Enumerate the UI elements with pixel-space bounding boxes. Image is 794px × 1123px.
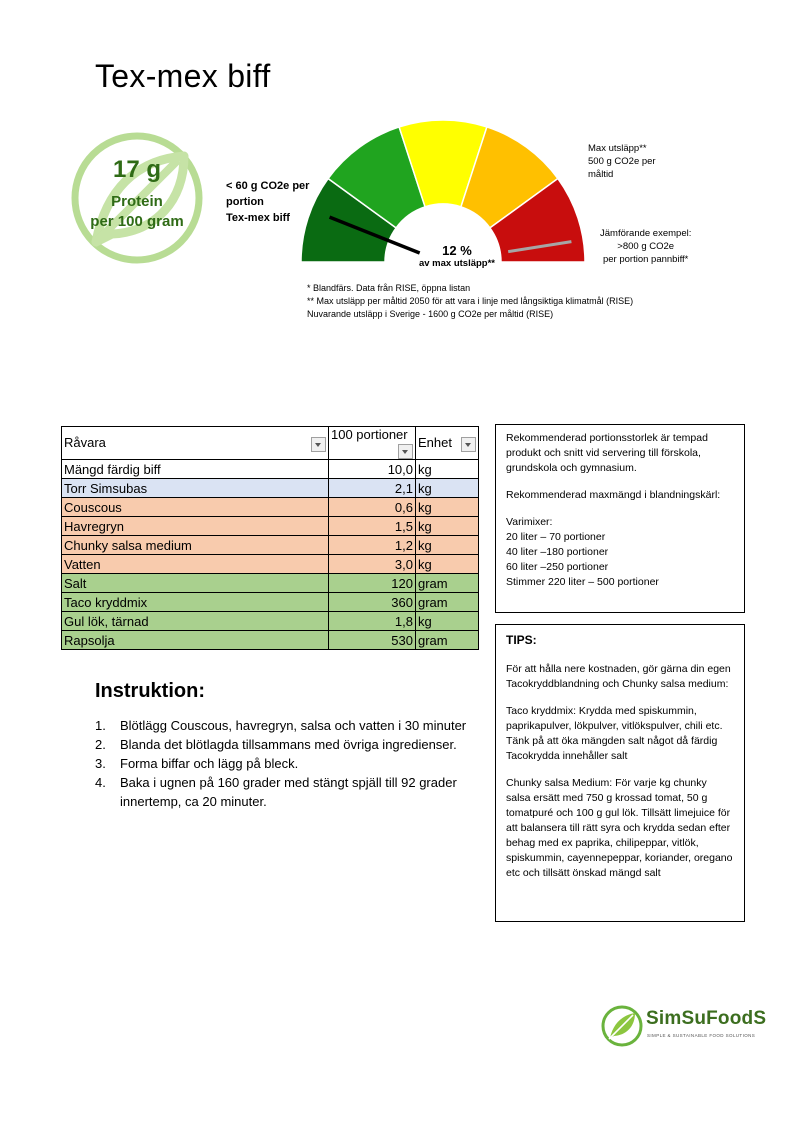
list-item: 1. Blötlägg Couscous, havregryn, salsa och vatten i 30 minuter <box>95 718 467 733</box>
filter-dropdown-icon[interactable] <box>311 437 326 452</box>
instructions-heading: Instruktion: <box>95 680 205 702</box>
ingredient-name: Gul lök, tärnad <box>62 612 329 631</box>
gauge-example-label: Jämförande exempel: >800 g CO2e per portion pannbiff* <box>600 228 692 265</box>
header-ingredient[interactable]: Råvara <box>62 427 329 460</box>
table-row <box>62 574 479 593</box>
gauge-max-label: Max utsläpp** 500 g CO2e per måltid <box>588 143 656 180</box>
gauge-left-label: < 60 g CO2e per portion Tex-mex biff <box>226 180 310 224</box>
list-item: 4. Baka i ugnen på 160 grader med stängt spjäll till 92 grader innertemp, ca 20 minuter. <box>95 775 457 809</box>
table-row <box>62 612 479 631</box>
protein-label: Protein per 100 gram <box>90 193 184 230</box>
ingredient-unit: kg <box>416 536 479 555</box>
footnotes: * Blandfärs. Data från RISE, öppna listan ** Max utsläpp per måltid 2050 för att vara i linje med långsiktiga klimatmål (RISE) Nuvarande utsläpp i Sverige - 1600 g CO2e per måltid (RISE) <box>307 283 634 319</box>
ingredients-table <box>61 426 479 650</box>
table-row <box>62 555 479 574</box>
gauge-percent-value: 12 % <box>442 243 472 258</box>
table-row <box>62 593 479 612</box>
list-item: 2. Blanda det blötlagda tillsammans med övriga ingredienser. <box>95 737 457 752</box>
ingredient-unit: kg <box>416 612 479 631</box>
gauge-percent <box>415 243 499 269</box>
ingredient-unit: kg <box>416 498 479 517</box>
header-unit[interactable]: Enhet <box>416 427 479 460</box>
ingredient-name: Couscous <box>62 498 329 517</box>
table-row <box>62 517 479 536</box>
ingredient-amount: 2,1 <box>329 479 416 498</box>
ingredient-amount: 0,6 <box>329 498 416 517</box>
ingredient-name: Salt <box>62 574 329 593</box>
table-row <box>62 460 479 479</box>
tips-box: TIPS: För att hålla nere kostnaden, gör gärna din egen Tacokryddblandning och Chunky salsa medium: Taco kryddmix: Krydda med spiskummin, paprikapulver, lökpulver, vitlökspulver, chili etc. Tänk på att öka mängden salt något då färdig Tacokrydda innehåller salt Chunky salsa Medium: För varje kg chunky salsa ersätt med 750 g krossad tomat, 50 g tomatpuré och 100 g gul lök. Tillsätt limejuice för att balansera till rätt syra och krydda sedan efter behag med ex paprika, chilipeppar, vitlök, spiskummin, cayennepeppar, koriander, oregano etc och tillsätt önskad mängd salt <box>495 624 745 922</box>
ingredient-name: Rapsolja <box>62 631 329 650</box>
instructions-list <box>95 716 485 811</box>
ingredient-amount: 530 <box>329 631 416 650</box>
gauge-percent-label: av max utsläpp** <box>418 258 496 269</box>
ingredient-name: Taco kryddmix <box>62 593 329 612</box>
ingredient-name: Havregryn <box>62 517 329 536</box>
ingredient-amount: 10,0 <box>329 460 416 479</box>
list-item: 3. Forma biffar och lägg på bleck. <box>95 756 299 771</box>
ingredient-unit: kg <box>416 555 479 574</box>
tips-title: TIPS: <box>506 633 537 647</box>
ingredient-name: Vatten <box>62 555 329 574</box>
simsufoods-logo: SimSuFoodS SIMPLE & SUSTAINABLE FOOD SOLUTIONS <box>600 1002 770 1050</box>
ingredient-unit: kg <box>416 460 479 479</box>
ingredient-name: Torr Simsubas <box>62 479 329 498</box>
ingredient-unit: gram <box>416 593 479 612</box>
table-row <box>62 479 479 498</box>
ingredient-amount: 1,2 <box>329 536 416 555</box>
ingredient-unit: gram <box>416 631 479 650</box>
ingredient-name: Chunky salsa medium <box>62 536 329 555</box>
ingredient-unit: kg <box>416 479 479 498</box>
ingredient-amount: 3,0 <box>329 555 416 574</box>
table-row <box>62 631 479 650</box>
table-row <box>62 498 479 517</box>
ingredient-amount: 120 <box>329 574 416 593</box>
protein-badge <box>66 130 208 266</box>
table-row <box>62 536 479 555</box>
portion-info-box: Rekommenderad portionsstorlek är tempad produkt och snitt vid servering till förskola, grundskola och gymnasium. Rekommenderad maxmängd i blandningskärl: Varimixer: 20 liter – 70 portioner 40 liter –180 portioner 60 liter –250 portioner Stimmer 220 liter – 500 portioner <box>495 424 745 613</box>
protein-value: 17 g <box>112 156 162 183</box>
logo-leaf-icon <box>600 1004 644 1048</box>
header-amount[interactable]: 100 portioner <box>329 427 416 460</box>
filter-dropdown-icon[interactable] <box>461 437 476 452</box>
page-title: Tex-mex biff <box>95 58 271 94</box>
ingredient-unit: gram <box>416 574 479 593</box>
ingredient-amount: 1,5 <box>329 517 416 536</box>
ingredient-amount: 360 <box>329 593 416 612</box>
filter-dropdown-icon[interactable] <box>398 444 413 459</box>
ingredient-name: Mängd färdig biff <box>62 460 329 479</box>
table-header-row <box>62 427 479 460</box>
ingredient-unit: kg <box>416 517 479 536</box>
ingredient-amount: 1,8 <box>329 612 416 631</box>
